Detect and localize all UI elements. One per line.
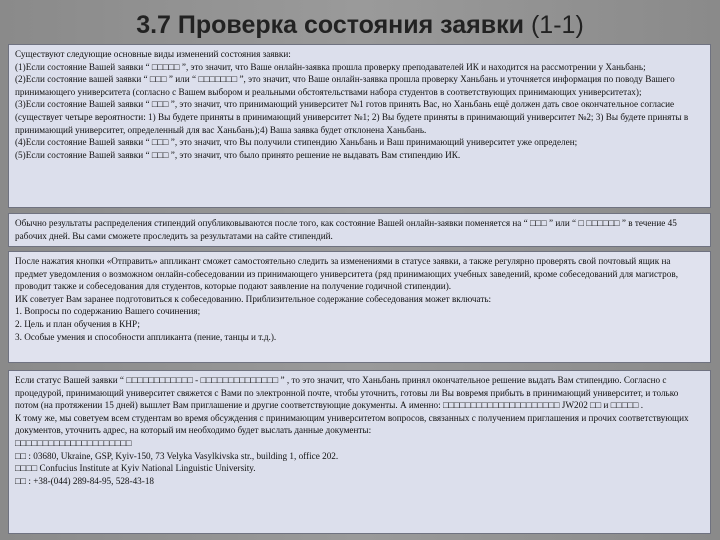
status-item-3: (3)Если состояние Вашей заявки “ □□□ ”, это значит, что принимающий университет №1 готов принять Вас, но Ханьбань ещё должен дать свое окончательное согласие (существует четыре вероятности: 1) Вы будете приняты в принимающий университет №1; 2) Вы будете приняты в принимающий университет №2; 3) Вы будете приняты в принимающий университет, определенный для вас Ханьбань);4) Ваша заявка будет отклонена Ханьбань.	[15, 99, 689, 135]
interview-text: После нажатия кнопки «Отправить» аппликант сможет самостоятельно следить за изменениями в статусе заявки, а также регулярно проверять свой почтовый ящик на предмет уведомления о возможном онлайн-собеседовании из принимающего университета (ряд принимающих учебных заведений, кроме собеседований для магистров, проводит также и собеседования для студентов, которые подают заявление на получение годичной стипендии).	[15, 256, 678, 292]
final-decision-text: Если статус Вашей заявки “ □□□□□□□□□□□□ - □□□□□□□□□□□□□□ ” , то это значит, что Ханьбань принял окончательное решение выдать Вам стипендию. Согласно с процедурой, принимающий университет свяжется с Вами по электронной почте, чтобы уточнить, готовы ли Вы вовремя прибыть в принимающий университет, и только потом (на протяжении 15 дней) вышлет Вам приглашение и другие соответствующие документы. А именно: □□□□□□□□□□□□□□□□□□□□□ JW202 □□ и □□□□□ .	[15, 375, 679, 411]
results-publication-box	[8, 213, 711, 247]
status-item-2: (2)Если состояние вашей заявки “ □□□ ” или “ □□□□□□□ ”, это значит, что Ваше онлайн-заявка прошла проверку Ханьбань и уточняется информация по поводу Вашего принимающего университета (согласно с Вашем выбором и реальными обстоятельствами набора студентов в соответствующих принимающих университетах);	[15, 74, 675, 97]
final-decision-box	[8, 370, 711, 534]
status-types-box	[8, 44, 711, 208]
slide-title-main: 3.7 Проверка состояния заявки	[136, 11, 525, 39]
results-publication-text: Обычно результаты распределения стипендий опубликовываются после того, как состояние Вашей онлайн-заявки поменяется на “ □□□ ” или “ □ □□□□□□ ” в течение 45 рабочих дней. Вы сами сможете проследить за результатами на сайте стипендий.	[15, 218, 677, 241]
slide-title	[0, 8, 720, 42]
status-item-5: (5)Если состояние Вашей заявки “ □□□ ”, это значит, что было принято решение не выдавать Вам стипендию ИК.	[15, 149, 461, 160]
status-intro: Существуют следующие основные виды изменений состояния заявки:	[15, 49, 291, 59]
address-line-phone: □□ : +38-(044) 289-84-95, 528-43-18	[15, 475, 155, 486]
interview-topic-2: 2. Цель и план обучения в КНР;	[15, 318, 140, 329]
address-line-postal: □□ : 03680, Ukraine, GSP, Kyiv-150, 73 Velyka Vasylkivska str., building 1, office 202.	[15, 450, 339, 461]
status-item-1: (1)Если состояние Вашей заявки “ □□□□□ ”, это значит, что Ваше онлайн-заявка прошла проверку преподавателей ИК и находится на рассмотрении у Ханьбань;	[15, 61, 646, 72]
interview-topic-3: 3. Особые умения и способности аппликанта (пение, танцы и т.д.).	[15, 331, 277, 342]
interview-advice: ИК советует Вам заранее подготовиться к собеседованию. Приблизительное содержание собеседования может включать:	[15, 293, 492, 304]
address-advice: К тому же, мы советуем всем студентам во время обсуждения с принимающим университетом вопросов, связанных с получением приглашения и прочих соответствующих документов, уточнить адрес, на который им необходимо будет выслать данные документы:	[15, 412, 689, 436]
status-item-4: (4)Если состояние Вашей заявки “ □□□ ”, это значит, что Вы получили стипендию Ханьбань и Ваш принимающий университет уже определен;	[15, 137, 578, 148]
interview-topic-1: 1. Вопросы по содержанию Вашего сочинения;	[15, 306, 201, 317]
address-line-institute: □□□□ Confucius Institute at Kyiv National Linguistic University.	[15, 463, 256, 474]
interview-box	[8, 251, 711, 363]
slide-title-suffix: (1-1)	[530, 11, 584, 39]
address-line-cn: □□□□□□□□□□□□□□□□□□□□□	[15, 437, 132, 448]
